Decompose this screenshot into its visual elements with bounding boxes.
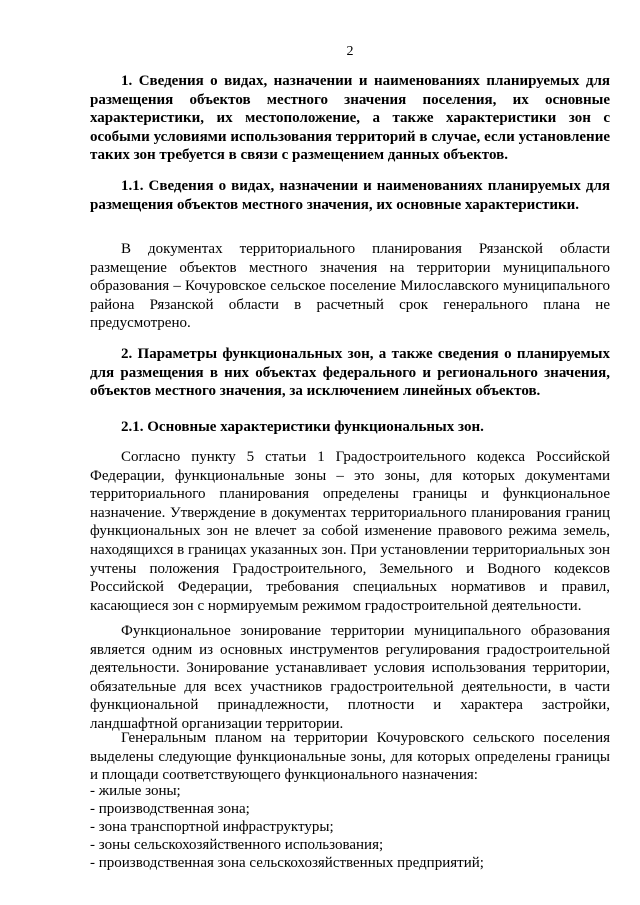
paragraph-functional-zoning: Функциональное зонирование территории муниципального образования является одним из основных инструментов регулирования градостроительной деятельности. Зонирование устанавливает условия использования территории, обязательные для всех участников градостроительной деятельности, в части функциональной принадлежности, плотности и характера застройки, ландшафтной организации территории. (90, 623, 610, 732)
page-number: 2 (346, 44, 354, 59)
section-2-1-heading: 2.1. Основные характеристики функциональных зон. (121, 419, 484, 435)
section-1-heading: 1. Сведения о видах, назначении и наименованиях планируемых для размещения объектов местного значения поселения, их основные характеристики, их местоположение, а также характеристики зон с особыми условиями использования территорий в случае, если установление таких зон требуется в связи с размещением данных объектов. (90, 73, 610, 164)
list-item-agricultural-zones: - зоны сельскохозяйственного использования; (90, 837, 384, 853)
paragraph-general-plan-zones: Генеральным планом на территории Кочуровского сельского поселения выделены следующие функциональные зоны, для которых определены границы и площади соответствующего функционального назначения: (90, 730, 610, 784)
list-item-residential-zones: - жилые зоны; (90, 783, 181, 799)
paragraph-functional-zones-definition: Согласно пункту 5 статьи 1 Градостроительного кодекса Российской Федерации, функциональные зоны – это зоны, для которых документами территориального планирования определены границы и функциональное назначение. Утверждение в документах территориального планирования границ функциональных зон не влечет за собой изменение правового режима земель, находящихся в границах указанных зон. При установлении территориальных зон учтены положения Градостроительного, Земельного и Водного кодексов Российской Федерации, требования специальных нормативов и правил, касающиеся зон с нормируемым режимом градостроительной деятельности. (90, 449, 610, 614)
list-item-industrial-zone: - производственная зона; (90, 801, 250, 817)
list-item-agricultural-industrial-zone: - производственная зона сельскохозяйственных предприятий; (90, 855, 484, 871)
section-2-heading: 2. Параметры функциональных зон, а также сведения о планируемых для размещения в них объектах федерального и регионального значения, объектов местного значения, за исключением линейных объектов. (90, 346, 610, 400)
section-1-1-heading: 1.1. Сведения о видах, назначении и наименованиях планируемых для размещения объектов местного значения, их основные характеристики. (90, 178, 610, 213)
section-1-1-paragraph: В документах территориального планирования Рязанской области размещение объектов местного значения на территории муниципального образования – Кочуровское сельское поселение Милославского муниципального района Рязанской области в расчетный срок генерального плана не предусмотрено. (90, 241, 610, 332)
list-item-transport-zone: - зона транспортной инфраструктуры; (90, 819, 334, 835)
